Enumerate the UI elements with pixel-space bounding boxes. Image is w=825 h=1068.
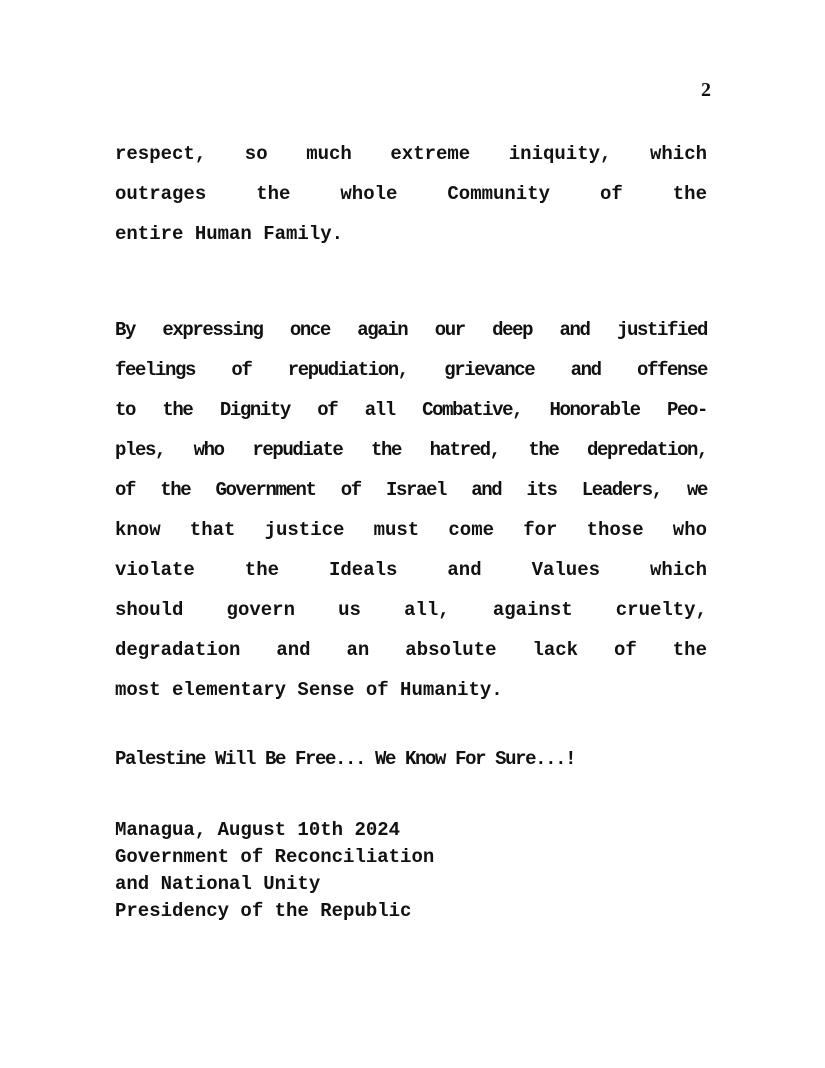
paragraph-1-line: respect, so much extreme iniquity, which bbox=[115, 143, 707, 165]
paragraph-2-line: to the Dignity of all Combative, Honorable Peo- bbox=[115, 399, 707, 421]
paragraph-2-line: feelings of repudiation, grievance and offense bbox=[115, 359, 707, 381]
paragraph-2-line: degradation and an absolute lack of the bbox=[115, 639, 707, 661]
paragraph-2-line: violate the Ideals and Values which bbox=[115, 559, 707, 581]
paragraph-2-line: ples, who repudiate the hatred, the depredation, bbox=[115, 439, 707, 461]
signature-line-3: Presidency of the Republic bbox=[115, 900, 412, 922]
paragraph-2-line: most elementary Sense of Humanity. bbox=[115, 679, 503, 701]
signature-line-2: and National Unity bbox=[115, 873, 321, 895]
signature-block bbox=[115, 817, 707, 925]
paragraph-2 bbox=[115, 310, 707, 710]
page-number: 2 bbox=[701, 79, 711, 101]
paragraph-1-line: entire Human Family. bbox=[115, 223, 344, 245]
closing-statement: Palestine Will Be Free... We Know For Sure...! bbox=[115, 748, 576, 770]
paragraph-1 bbox=[115, 134, 707, 254]
signature-line-1: Government of Reconciliation bbox=[115, 846, 435, 868]
paragraph-2-line: know that justice must come for those who bbox=[115, 519, 707, 541]
paragraph-2-line: should govern us all, against cruelty, bbox=[115, 599, 707, 621]
paragraph-2-line: of the Government of Israel and its Leaders, we bbox=[115, 479, 707, 501]
paragraph-1-line: outrages the whole Community of the bbox=[115, 183, 707, 205]
signature-place-date: Managua, August 10th 2024 bbox=[115, 819, 401, 841]
paragraph-2-line: By expressing once again our deep and justified bbox=[115, 319, 707, 341]
